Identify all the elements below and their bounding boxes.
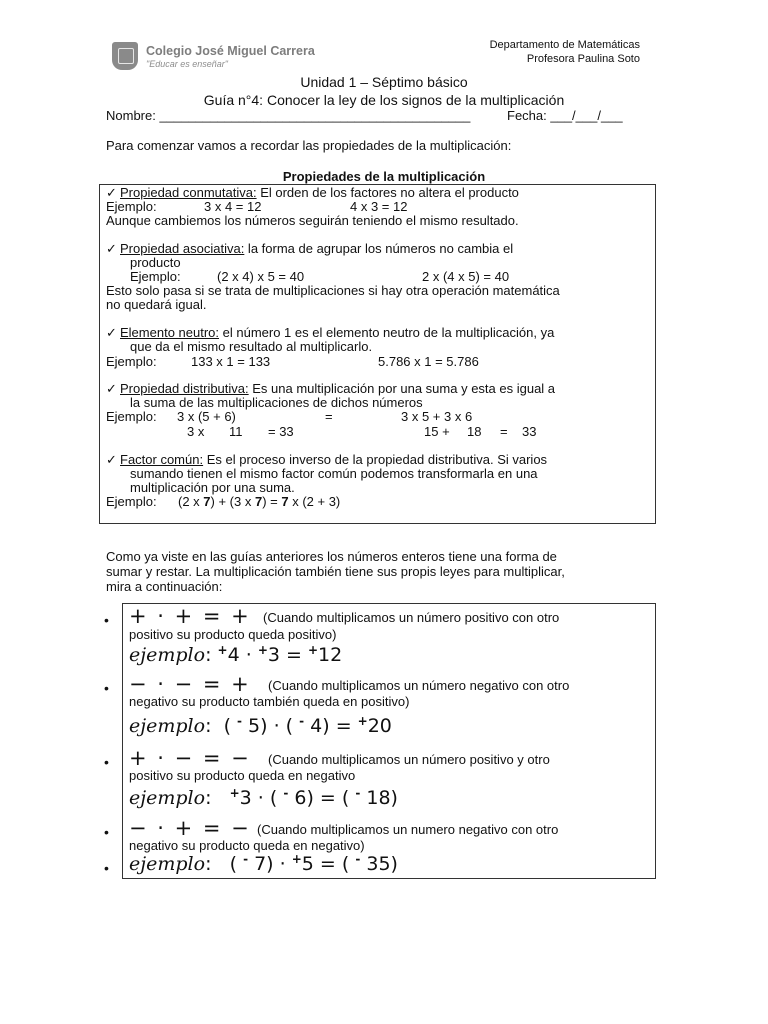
prop-asociativa-note: Esto solo pasa si se trata de multiplicaciones si hay otra operación matemática [106, 283, 560, 298]
example-expression: 3 x (5 + 6) [177, 409, 236, 424]
school-motto: "Educar es enseñar" [146, 59, 228, 69]
transition-text: Como ya viste en las guías anteriores los números enteros tiene una forma de [106, 549, 557, 564]
example-label: Ejemplo: [106, 354, 157, 369]
prop-asociativa-line [106, 242, 513, 256]
rule-desc: (Cuando multiplicamos un número positivo y otro [268, 752, 550, 767]
example-expression: 3 x 4 = 12 [204, 199, 262, 214]
department-block [490, 38, 640, 66]
rule-signs: + · + = + [129, 604, 251, 628]
rule-example: ejemplo: ( - 5) · ( - 4) = +20 [129, 714, 392, 737]
check-icon: ✓ [106, 185, 117, 200]
prop-distributiva-name: Propiedad distributiva: [120, 381, 249, 396]
rule-desc: (Cuando multiplicamos un número negativo con otro [268, 678, 570, 693]
rule-example: ejemplo: ( - 7) · +5 = ( - 35) [129, 852, 398, 875]
bullet-icon: • [104, 824, 109, 840]
example-label: Ejemplo: [106, 494, 157, 509]
rule-example: ejemplo: +4 · +3 = +12 [129, 643, 343, 666]
example-expression: 4 x 3 = 12 [350, 199, 408, 214]
prop-distributiva-desc: la suma de las multiplicaciones de dichos números [130, 395, 423, 410]
name-field[interactable]: Nombre: ___________________________________________ [106, 108, 471, 123]
example-expression: 133 x 1 = 133 [191, 354, 271, 369]
transition-text: sumar y restar. La multiplicación también tiene sus propis leyes para multiplicar, [106, 564, 565, 579]
bullet-icon: • [104, 860, 109, 876]
bullet-icon: • [104, 680, 109, 696]
example-label: Ejemplo: [106, 409, 157, 424]
prop-distributiva-desc: Es una multiplicación por una suma y esta es igual a [248, 381, 556, 396]
school-name: Colegio José Miguel Carrera [146, 44, 315, 58]
example-step: 33 [522, 424, 537, 439]
example-expression: 2 x (4 x 5) = 40 [422, 269, 510, 284]
bullet-icon: • [104, 754, 109, 770]
transition-text: mira a continuación: [106, 579, 223, 594]
example-step: 18 [467, 424, 482, 439]
guide-title: Guía n°4: Conocer la ley de los signos de la multiplicación [203, 92, 565, 108]
prop-neutro-name: Elemento neutro: [120, 325, 220, 340]
rule-desc: positivo su producto queda positivo) [129, 627, 337, 642]
bullet-icon: • [104, 612, 109, 628]
school-crest-icon [112, 42, 138, 70]
example-expression: (2 x 7) + (3 x 7) = 7 x (2 + 3) [178, 494, 341, 509]
example-step: 11 [229, 424, 243, 439]
rule-desc: (Cuando multiplicamos un número positivo con otro [263, 610, 560, 625]
department: Departamento de Matemáticas [489, 39, 640, 51]
prop-conmutativa-desc: El orden de los factores no altera el producto [256, 185, 519, 200]
teacher: Profesora Paulina Soto [526, 53, 640, 65]
prop-distributiva-line [106, 382, 555, 396]
example-expression: 3 x 5 + 3 x 6 [401, 409, 473, 424]
rule-signs: + · − = − [129, 746, 251, 770]
rule-desc: negativo su producto queda en negativo) [129, 838, 365, 853]
example-step: = [500, 424, 508, 439]
school-logo [112, 42, 322, 72]
rule-desc: (Cuando multiplicamos un numero negativo con otro [257, 822, 559, 837]
unit-title: Unidad 1 – Séptimo básico [300, 74, 468, 90]
prop-neutro-desc: el número 1 es el elemento neutro de la multiplicación, ya [219, 325, 555, 340]
prop-neutro-desc: que da el mismo resultado al multiplicarlo. [130, 339, 373, 354]
rule-signs: − · + = − [129, 816, 251, 840]
prop-factor-name: Factor común: [120, 452, 204, 467]
prop-factor-line [106, 453, 547, 467]
check-icon: ✓ [106, 381, 117, 396]
prop-asociativa-name: Propiedad asociativa: [120, 241, 245, 256]
intro-text: Para comenzar vamos a recordar las propiedades de la multiplicación: [106, 138, 512, 153]
rule-desc: negativo su producto también queda en positivo) [129, 694, 410, 709]
prop-conmutativa-note: Aunque cambiemos los números seguirán teniendo el mismo resultado. [106, 213, 519, 228]
rule-desc: positivo su producto queda en negativo [129, 768, 356, 783]
example-step: 3 x [187, 424, 205, 439]
example-step: = 33 [268, 424, 294, 439]
prop-asociativa-note: no quedará igual. [106, 297, 207, 312]
equals-sign: = [325, 409, 333, 424]
prop-asociativa-desc: la forma de agrupar los números no cambia el [244, 241, 514, 256]
example-label: Ejemplo: [106, 199, 157, 214]
rule-signs: − · − = + [129, 672, 251, 696]
rule-example: ejemplo: +3 · ( - 6) = ( - 18) [129, 786, 398, 809]
example-step: 15 + [424, 424, 450, 439]
prop-factor-desc: sumando tienen el mismo factor común podemos transformarla en una [130, 466, 538, 481]
example-label: Ejemplo: [130, 269, 181, 284]
prop-conmutativa-name: Propiedad conmutativa: [120, 185, 257, 200]
example-expression: (2 x 4) x 5 = 40 [217, 269, 305, 284]
prop-factor-desc: Es el proceso inverso de la propiedad distributiva. Si varios [203, 452, 548, 467]
prop-factor-desc: multiplicación por una suma. [130, 480, 295, 495]
properties-title: Propiedades de la multiplicación [282, 169, 486, 184]
check-icon: ✓ [106, 325, 117, 340]
check-icon: ✓ [106, 452, 117, 467]
prop-conmutativa-line [106, 186, 519, 200]
prop-asociativa-desc: producto [130, 255, 181, 270]
prop-neutro-line [106, 326, 554, 340]
date-field[interactable]: Fecha: ___/___/___ [507, 108, 623, 123]
example-expression: 5.786 x 1 = 5.786 [378, 354, 479, 369]
check-icon: ✓ [106, 241, 117, 256]
